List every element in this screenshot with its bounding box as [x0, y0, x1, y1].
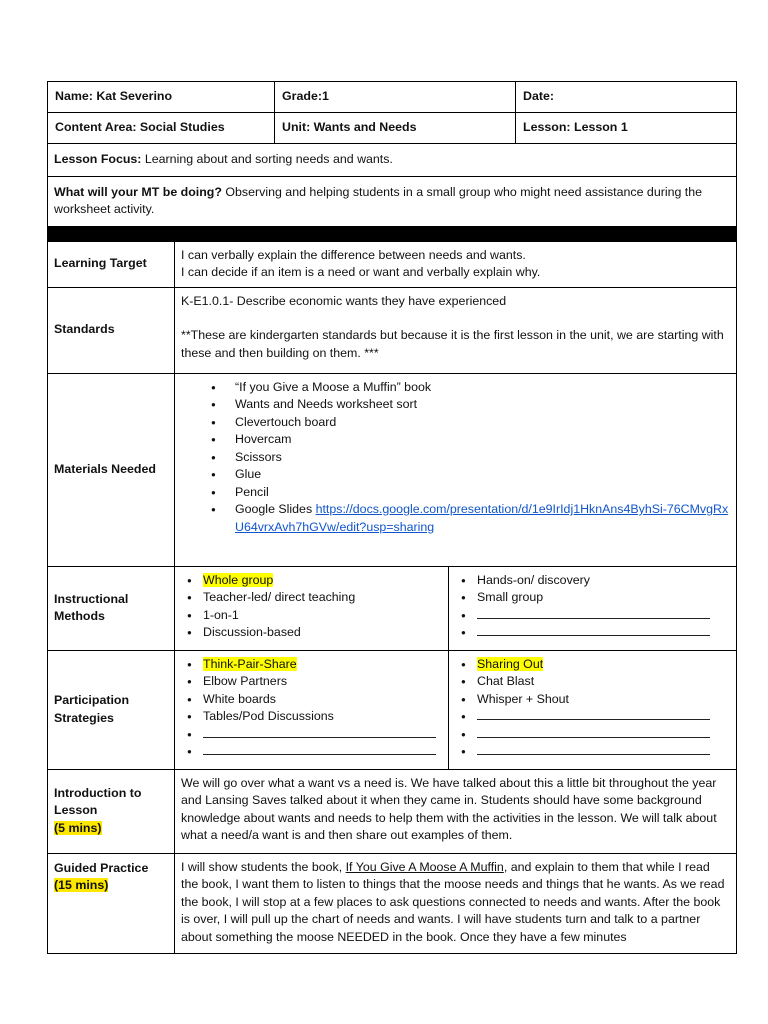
introduction-label-cell: [48, 769, 175, 853]
blank-line-item: [181, 726, 442, 744]
instructional-right-cell: [449, 566, 737, 650]
lesson-plan-table: [47, 81, 737, 954]
guided-practice-label-cell: [48, 853, 175, 953]
list-item: [181, 572, 442, 590]
blank-line: [477, 708, 710, 720]
highlighted-option: Think-Pair-Share: [203, 656, 297, 671]
learning-target-cell: [175, 241, 737, 287]
standards-label: Standards: [48, 287, 175, 373]
mt-label: What will your MT be doing?: [54, 184, 222, 199]
blank-line-item: [455, 743, 730, 761]
lesson-focus-text: Learning about and sorting needs and wants.: [141, 152, 393, 166]
blank-line-item: [455, 624, 730, 642]
date-cell: Date:: [516, 82, 737, 113]
highlighted-option: Whole group: [203, 572, 274, 587]
materials-cell: [175, 373, 737, 566]
instructional-left-list: [181, 572, 442, 642]
list-item: ● Wants and Needs worksheet sort: [181, 396, 730, 414]
blank-line: [203, 726, 436, 738]
grade-cell: Grade:1: [275, 82, 516, 113]
lesson-focus-row: [48, 144, 737, 177]
mt-text: Observing and helping students in a small group who might need assistance during the worksheet activity.: [54, 184, 703, 216]
list-item: ● White boards: [181, 691, 442, 709]
google-slides-link[interactable]: https://docs.google.com/presentation/d/1e9IrIdj1HknAns4ByhSi-76CMvgRxU64vrxAvh7hGVw/edit?usp=sharing: [235, 502, 729, 534]
mt-row: [48, 176, 737, 226]
name-cell: Name: Kat Severino: [48, 82, 275, 113]
slides-prefix: Google Slides: [235, 502, 316, 516]
materials-list: [181, 379, 730, 537]
blank-line: [477, 743, 710, 755]
guided-practice-cell: [175, 853, 737, 953]
lesson-cell: Lesson: Lesson 1: [516, 113, 737, 144]
list-item: ● Small group: [455, 589, 730, 607]
blank-line-item: [455, 607, 730, 625]
list-item: ● Hovercam: [181, 431, 730, 449]
learning-target-line: I can verbally explain the difference between needs and wants.: [181, 247, 526, 262]
unit-cell: Unit: Wants and Needs: [275, 113, 516, 144]
list-item: [455, 656, 730, 674]
list-item: ● Glue: [181, 466, 730, 484]
list-item: ● Teacher-led/ direct teaching: [181, 589, 442, 607]
list-item: ● Pencil: [181, 484, 730, 502]
list-item: ● Discussion-based: [181, 624, 442, 642]
list-item: ● Tables/Pod Discussions: [181, 708, 442, 726]
instructional-methods-label: Instructional Methods: [48, 566, 175, 650]
guided-practice-label: Guided Practice: [54, 860, 149, 875]
participation-right-cell: [449, 650, 737, 769]
introduction-label: Introduction to Lesson: [54, 785, 142, 818]
participation-label: Participation Strategies: [48, 650, 175, 769]
list-item: ● Scissors: [181, 449, 730, 467]
instructional-right-list: [455, 572, 730, 642]
learning-target-label: Learning Target: [48, 241, 175, 287]
blank-line-item: [181, 743, 442, 761]
list-item: ● Hands-on/ discovery: [455, 572, 730, 590]
blank-line: [477, 726, 710, 738]
standards-note: **These are kindergarten standards but because it is the first lesson in the unit, we are starting with these and then building on them. ***: [181, 328, 724, 360]
introduction-text: We will go over what a want vs a need is. We have talked about this a little bit throughout the year and Lansing Saves talked about it when they came in. Students should have some background knowledge about wants and needs to help them with the activities in the lesson. We will talk about what a need/a want is and then share out examples of them.: [175, 769, 737, 853]
list-item: ● Chat Blast: [455, 673, 730, 691]
materials-label: Materials Needed: [48, 373, 175, 566]
blank-line: [477, 624, 710, 636]
introduction-time: (5 mins): [54, 820, 102, 835]
participation-left-cell: [175, 650, 449, 769]
blank-line: [203, 743, 436, 755]
guided-pre: I will show students the book,: [181, 859, 346, 874]
list-item: ● Clevertouch board: [181, 414, 730, 432]
blank-line: [477, 607, 710, 619]
list-item: ● “If you Give a Moose a Muffin” book: [181, 379, 730, 397]
lesson-plan: [47, 81, 736, 954]
lesson-focus-label: Lesson Focus:: [54, 152, 142, 166]
list-item: ● 1-on-1: [181, 607, 442, 625]
highlighted-option: Sharing Out: [477, 656, 544, 671]
list-item: ● Elbow Partners: [181, 673, 442, 691]
book-title: If You Give A Moose A Muffin: [345, 859, 504, 874]
list-item: [181, 656, 442, 674]
list-item: [181, 501, 730, 536]
standards-line: K-E1.0.1- Describe economic wants they have experienced: [181, 293, 507, 308]
divider-bar: [48, 226, 737, 241]
learning-target-line: I can decide if an item is a need or want and verbally explain why.: [181, 265, 541, 279]
guided-practice-time: (15 mins): [54, 878, 109, 892]
list-item: ● Whisper + Shout: [455, 691, 730, 709]
participation-right-list: [455, 656, 730, 761]
blank-line-item: [455, 708, 730, 726]
blank-line-item: [455, 726, 730, 744]
content-area-cell: Content Area: Social Studies: [48, 113, 275, 144]
guided-post: , and explain to them that while I read the book, I want them to listen to things that the moose needs and things that he wants. As we read the book, I will stop at a few places to ask questions connected to needs and wants. After the book is over, I will pull up the chart of needs and wants. I will have students turn and talk to a partner about something the moose NEEDED in the book. Once they have a few minutes: [181, 859, 725, 944]
participation-left-list: [181, 656, 442, 761]
instructional-left-cell: [175, 566, 449, 650]
standards-cell: [175, 287, 737, 373]
